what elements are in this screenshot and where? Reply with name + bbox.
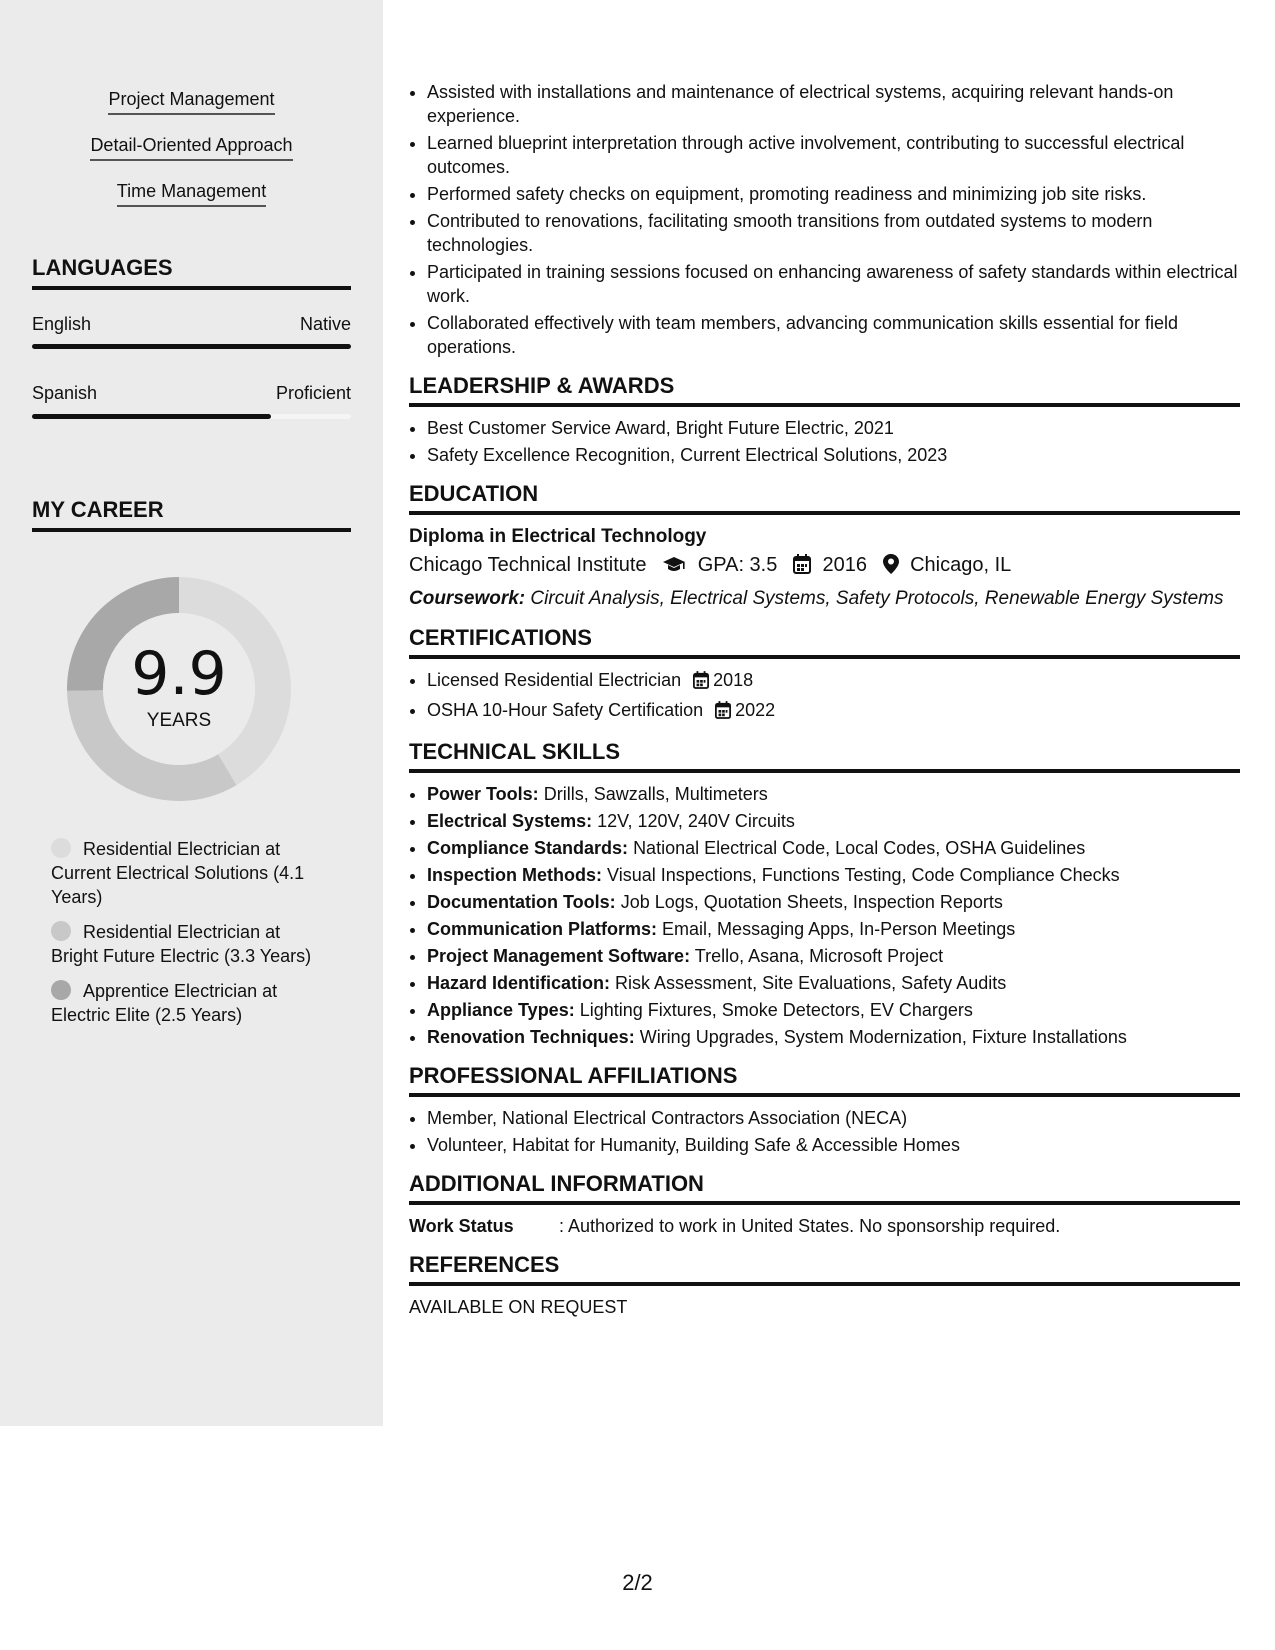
technical-skill-label: Documentation Tools: — [427, 892, 616, 912]
certification-item — [427, 698, 1240, 725]
language-level: Proficient — [275, 383, 351, 403]
sidebar — [0, 0, 383, 1426]
language-bar — [32, 344, 351, 349]
technical-skill-label: Communication Platforms: — [427, 919, 658, 939]
career-heading: MY CAREER — [32, 497, 351, 532]
certification-item — [427, 668, 1240, 695]
education-gpa: GPA: 3.5 — [697, 554, 778, 576]
technical-skill-label: Project Management Software: — [427, 946, 691, 966]
work-status-row — [409, 1214, 1240, 1238]
skill-item: Detail-Oriented Approach — [90, 132, 292, 161]
career-legend-dot — [51, 921, 71, 941]
work-status-value: : Authorized to work in United States. No sponsorship required. — [559, 1216, 1061, 1236]
technical-skill-label: Electrical Systems: — [427, 811, 593, 831]
career-donut-center — [66, 576, 292, 802]
technical-skill-value: Email, Messaging Apps, In-Person Meetings — [662, 919, 1016, 939]
skill-item: Time Management — [117, 178, 266, 207]
technical-skill-item — [427, 998, 1240, 1022]
technical-skill-value: Lighting Fixtures, Smoke Detectors, EV Chargers — [579, 1000, 973, 1020]
education-coursework — [409, 587, 1240, 611]
technical-skill-label: Power Tools: — [427, 784, 539, 804]
technical-skill-item — [427, 782, 1240, 806]
skills-list — [0, 86, 383, 224]
work-status-label: Work Status — [409, 1216, 514, 1236]
certifications-heading: CERTIFICATIONS — [409, 625, 1240, 659]
language-level: Native — [299, 314, 351, 334]
experience-bullet: • Participated in training sessions focused on enhancing awareness of safety standards within electrical work. — [427, 260, 1240, 308]
education-details — [409, 550, 1240, 583]
career-legend-dot — [51, 980, 71, 1000]
page-number: 2/2 — [622, 1570, 653, 1595]
technical-skill-label: Appliance Types: — [427, 1000, 575, 1020]
technical-skill-value: 12V, 120V, 240V Circuits — [597, 811, 795, 831]
languages-heading: LANGUAGES — [32, 255, 351, 290]
leadership-heading: LEADERSHIP & AWARDS — [409, 373, 1240, 407]
additional-info-heading: ADDITIONAL INFORMATION — [409, 1171, 1240, 1205]
education-degree: Diploma in Electrical Technology — [409, 526, 707, 547]
experience-bullet: • Performed safety checks on equipment, promoting readiness and minimizing job site risks. — [427, 182, 1240, 206]
technical-skill-item — [427, 863, 1240, 887]
calendar-icon — [793, 553, 811, 583]
affiliations-heading: PROFESSIONAL AFFILIATIONS — [409, 1063, 1240, 1097]
language-bar — [32, 414, 351, 419]
calendar-icon — [715, 701, 731, 725]
language-bar-fill — [32, 414, 271, 419]
career-total-years: 9.9 — [131, 639, 227, 709]
map-pin-icon — [883, 553, 899, 583]
career-item-label: Apprentice Electrician at Electric Elite (2.5 Years) — [51, 981, 278, 1025]
career-item — [51, 979, 331, 1027]
language-row — [32, 314, 351, 335]
graduation-cap-icon — [662, 553, 686, 583]
technical-skill-item — [427, 809, 1240, 833]
career-item — [51, 837, 331, 909]
references-text: AVAILABLE ON REQUEST — [409, 1297, 628, 1317]
technical-skill-label: Compliance Standards: — [427, 838, 629, 858]
technical-skill-item — [427, 836, 1240, 860]
technical-skill-item — [427, 1025, 1240, 1049]
technical-skill-item — [427, 944, 1240, 968]
calendar-icon — [693, 671, 709, 695]
technical-skill-label: Renovation Techniques: — [427, 1027, 635, 1047]
technical-skill-value: Wiring Upgrades, System Modernization, Fixture Installations — [639, 1027, 1127, 1047]
technical-skill-item — [427, 917, 1240, 941]
coursework-label: Coursework: — [409, 588, 526, 609]
certifications-list — [409, 668, 1240, 725]
certification-year: 2018 — [713, 670, 754, 690]
main-content — [409, 80, 1240, 1319]
career-item — [51, 920, 331, 968]
affiliation-item: • Volunteer, Habitat for Humanity, Building Safe & Accessible Homes — [427, 1133, 1240, 1157]
technical-skill-value: Trello, Asana, Microsoft Project — [694, 946, 944, 966]
education-year: 2016 — [822, 554, 867, 576]
technical-skill-value: Visual Inspections, Functions Testing, Code Compliance Checks — [607, 865, 1120, 885]
language-bar-fill — [32, 344, 351, 349]
affiliation-item: • Member, National Electrical Contractors Association (NECA) — [427, 1106, 1240, 1130]
language-row — [32, 383, 351, 404]
technical-skills-heading: TECHNICAL SKILLS — [409, 739, 1240, 773]
affiliations-list — [409, 1106, 1240, 1157]
technical-skill-value: Risk Assessment, Site Evaluations, Safety Audits — [615, 973, 1007, 993]
certification-name: OSHA 10-Hour Safety Certification — [427, 700, 704, 720]
language-name: English — [32, 314, 92, 334]
experience-bullet: • Assisted with installations and maintenance of electrical systems, acquiring relevant hands-on experience. — [427, 80, 1240, 128]
career-list — [51, 837, 331, 1038]
education-school: Chicago Technical Institute — [409, 554, 647, 576]
certification-year: 2022 — [735, 700, 776, 720]
skill-item: Project Management — [108, 86, 274, 115]
technical-skill-item — [427, 971, 1240, 995]
technical-skill-item — [427, 890, 1240, 914]
coursework-value: Circuit Analysis, Electrical Systems, Safety Protocols, Renewable Energy Systems — [530, 588, 1224, 609]
technical-skills-list — [409, 782, 1240, 1049]
technical-skill-value: Drills, Sawzalls, Multimeters — [543, 784, 768, 804]
experience-bullet: • Collaborated effectively with team members, advancing communication skills essential for field operations. — [427, 311, 1240, 359]
career-item-label: Residential Electrician at Bright Future Electric (3.3 Years) — [51, 922, 312, 966]
technical-skill-label: Hazard Identification: — [427, 973, 611, 993]
experience-bullets — [409, 80, 1240, 359]
career-item-label: Residential Electrician at Current Electrical Solutions (4.1 Years) — [51, 839, 305, 907]
career-legend-dot — [51, 838, 71, 858]
experience-bullet: • Learned blueprint interpretation through active involvement, contributing to successful electrical outcomes. — [427, 131, 1240, 179]
references-heading: REFERENCES — [409, 1252, 1240, 1286]
technical-skill-label: Inspection Methods: — [427, 865, 602, 885]
career-donut — [66, 576, 292, 802]
career-total-unit: YEARS — [146, 710, 212, 731]
experience-bullet: • Contributed to renovations, facilitating smooth transitions from outdated systems to modern technologies. — [427, 209, 1240, 257]
education-location: Chicago, IL — [910, 554, 1012, 576]
language-name: Spanish — [32, 383, 98, 403]
technical-skill-value: Job Logs, Quotation Sheets, Inspection Reports — [620, 892, 1003, 912]
certification-name: Licensed Residential Electrician — [427, 670, 682, 690]
leadership-list — [409, 416, 1240, 467]
leadership-item: • Safety Excellence Recognition, Current Electrical Solutions, 2023 — [427, 443, 1240, 467]
leadership-item: • Best Customer Service Award, Bright Future Electric, 2021 — [427, 416, 1240, 440]
education-heading: EDUCATION — [409, 481, 1240, 515]
technical-skill-value: National Electrical Code, Local Codes, OSHA Guidelines — [633, 838, 1086, 858]
